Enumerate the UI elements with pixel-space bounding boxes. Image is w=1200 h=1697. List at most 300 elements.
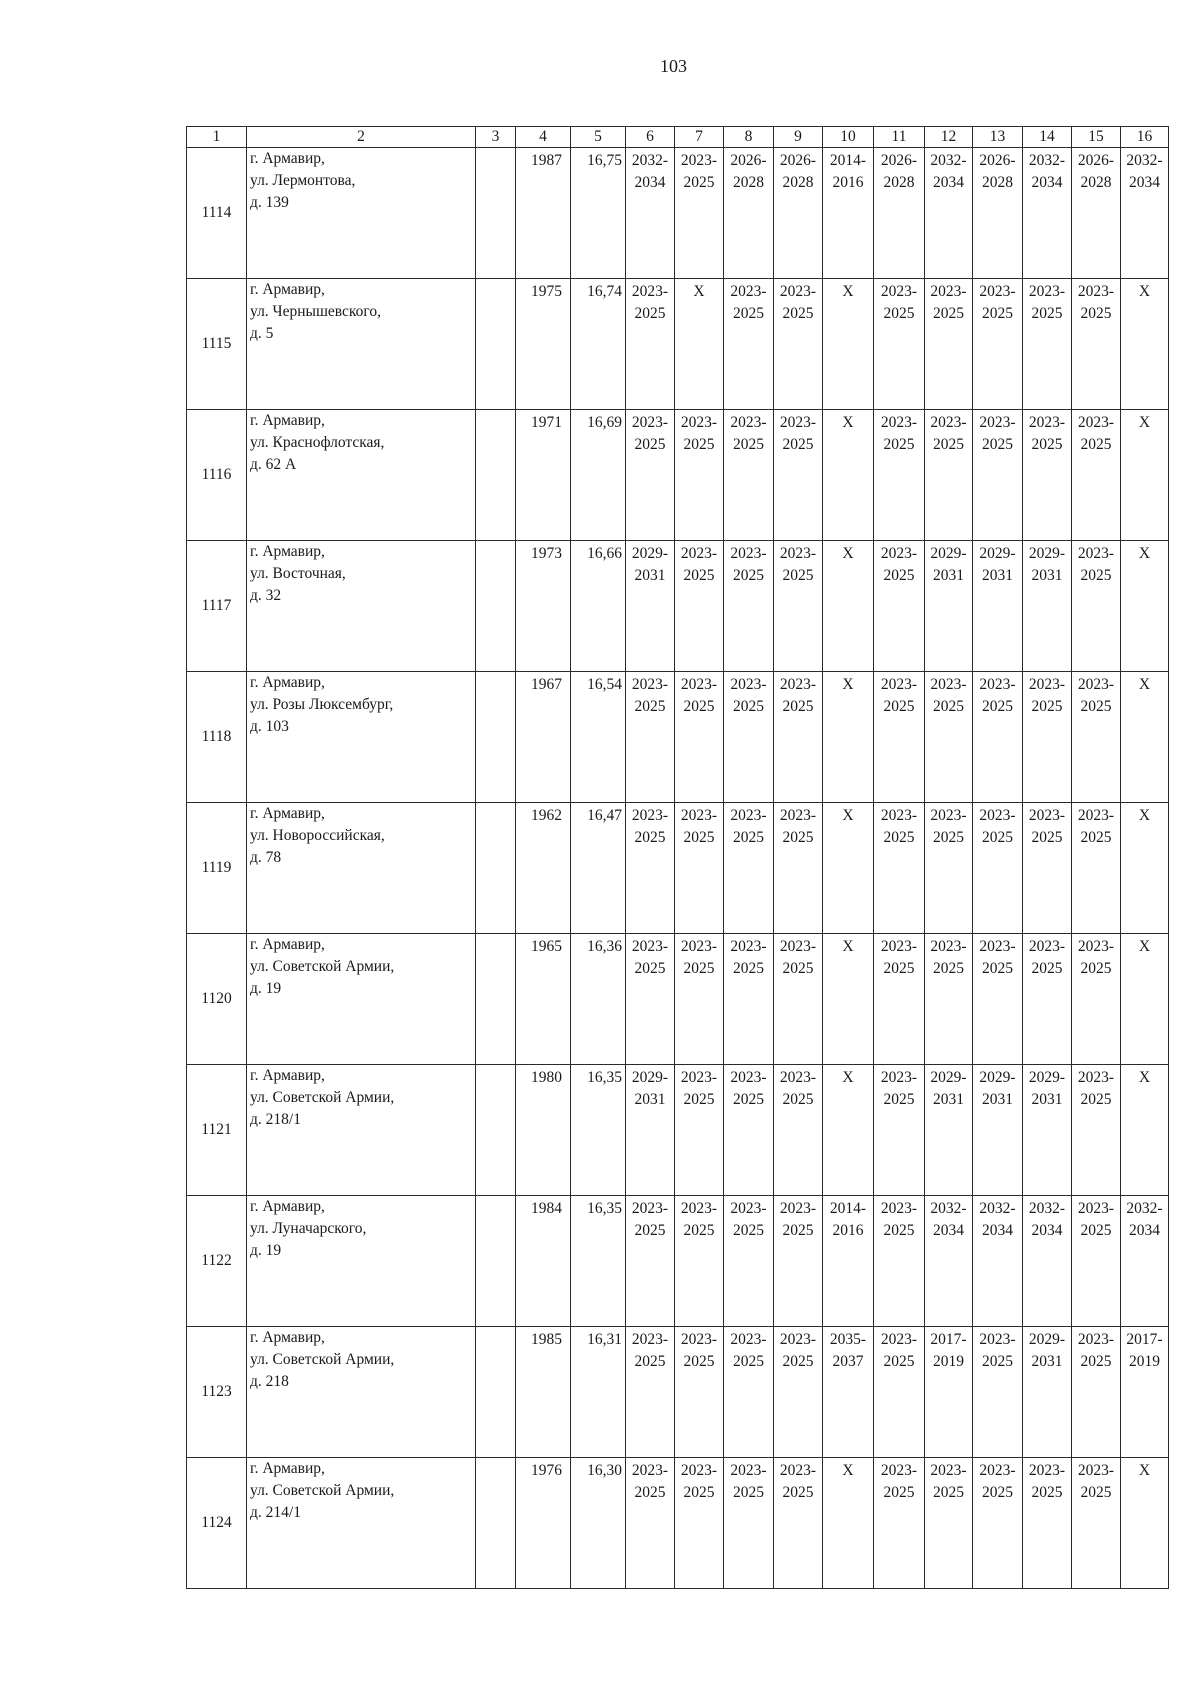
period-cell: [1072, 934, 1121, 1065]
period-line: 2025: [1080, 1353, 1112, 1370]
period-cell: [1121, 803, 1169, 934]
period-line: 2025: [782, 698, 814, 715]
period-line: X: [1138, 938, 1151, 955]
period-line: 2025: [683, 436, 715, 453]
period-cell: [626, 410, 675, 541]
address-line: г. Армавир,: [250, 1067, 325, 1084]
period-cell: [724, 148, 774, 279]
period-line: 2026-: [880, 152, 918, 169]
period-line: 2031: [634, 567, 666, 584]
period-cell: [1072, 1196, 1121, 1327]
table-row: [187, 1196, 1169, 1327]
address-line: д. 218/1: [250, 1111, 301, 1128]
period-line: 2023-: [779, 414, 817, 431]
period-line: 2026-: [979, 152, 1016, 169]
period-cell: [675, 1196, 724, 1327]
value-cell: 16,36: [571, 934, 626, 1065]
period-line: 2023-: [880, 1331, 918, 1348]
year-cell: 1987: [516, 148, 571, 279]
period-line: 2023-: [979, 938, 1016, 955]
period-line: 2023-: [1077, 1331, 1115, 1348]
period-cell: [874, 1327, 925, 1458]
period-line: X: [1138, 1462, 1151, 1479]
period-line: 2025: [634, 829, 666, 846]
period-line: 2032-: [1126, 1200, 1163, 1217]
period-cell: [1072, 279, 1121, 410]
period-line: 2025: [1031, 829, 1063, 846]
period-line: X: [693, 283, 705, 300]
value-cell: 16,75: [571, 148, 626, 279]
column-number-cell: 12: [925, 127, 973, 148]
address-line: д. 5: [250, 325, 274, 342]
period-line: 2025: [1080, 698, 1112, 715]
period-line: 2025: [1031, 960, 1063, 977]
period-cell: [874, 279, 925, 410]
column-3-cell: [476, 279, 516, 410]
period-line: 2023-: [930, 414, 967, 431]
period-line: 2029-: [930, 1069, 967, 1086]
period-line: 2025: [933, 1484, 964, 1501]
period-line: 2023-: [1077, 283, 1115, 300]
period-cell: [1023, 279, 1072, 410]
period-cell: [626, 1196, 675, 1327]
period-line: 2017-: [1126, 1331, 1163, 1348]
period-line: 2029-: [631, 1069, 669, 1086]
period-line: 2016: [832, 174, 864, 191]
column-number-cell: 11: [874, 127, 925, 148]
period-cell: [626, 1458, 675, 1589]
period-line: 2025: [782, 1091, 814, 1108]
address-cell: [247, 1327, 476, 1458]
period-line: 2023-: [730, 1200, 767, 1217]
address-line: д. 78: [250, 849, 282, 866]
period-line: 2023-: [930, 283, 967, 300]
period-line: 2031: [634, 1091, 666, 1108]
period-line: 2028: [1080, 174, 1112, 191]
period-cell: [774, 672, 823, 803]
column-3-cell: [476, 672, 516, 803]
period-cell: [973, 279, 1023, 410]
address-line: д. 62 А: [250, 456, 297, 473]
period-line: 2025: [782, 567, 814, 584]
period-cell: [925, 148, 973, 279]
address-line: д. 103: [250, 718, 289, 735]
period-line: 2023-: [1028, 676, 1066, 693]
period-cell: [626, 279, 675, 410]
table-row: [187, 1458, 1169, 1589]
period-cell: [973, 803, 1023, 934]
value-cell: 16,47: [571, 803, 626, 934]
column-number-cell: 15: [1072, 127, 1121, 148]
period-line: X: [842, 938, 854, 955]
period-line: 2025: [683, 1091, 715, 1108]
column-number-cell: 13: [973, 127, 1023, 148]
period-line: 2023-: [1077, 676, 1115, 693]
row-number-cell: 1114: [187, 148, 247, 279]
period-line: 2032-: [1126, 152, 1163, 169]
period-line: 2023-: [631, 1331, 669, 1348]
period-line: 2023-: [880, 283, 918, 300]
period-cell: [823, 672, 874, 803]
period-line: 2023-: [979, 414, 1016, 431]
period-line: X: [1138, 676, 1151, 693]
period-line: 2019: [933, 1353, 964, 1370]
period-cell: [823, 934, 874, 1065]
table-body: [187, 127, 1169, 1589]
period-cell: [626, 148, 675, 279]
period-line: 2023-: [631, 807, 669, 824]
address-line: г. Армавир,: [250, 281, 325, 298]
period-cell: [626, 803, 675, 934]
period-line: 2025: [883, 436, 915, 453]
period-line: 2031: [1031, 567, 1063, 584]
period-line: 2025: [1031, 436, 1063, 453]
period-line: 2023-: [680, 676, 718, 693]
period-cell: [823, 1327, 874, 1458]
period-line: X: [842, 1462, 854, 1479]
address-line: ул. Советской Армии,: [250, 1351, 395, 1368]
column-number-cell: 2: [247, 127, 476, 148]
period-line: 2025: [933, 436, 964, 453]
address-line: г. Армавир,: [250, 150, 325, 167]
period-line: 2034: [1031, 174, 1063, 191]
period-line: 2023-: [779, 938, 817, 955]
period-cell: [626, 672, 675, 803]
period-line: 2023-: [880, 414, 918, 431]
row-number-cell: 1115: [187, 279, 247, 410]
period-line: 2023-: [880, 1069, 918, 1086]
period-line: 2025: [982, 305, 1013, 322]
period-line: 2025: [782, 436, 814, 453]
period-line: 2031: [1031, 1091, 1063, 1108]
period-line: 2025: [982, 1353, 1013, 1370]
period-line: 2029-: [979, 1069, 1016, 1086]
period-line: 2025: [883, 1091, 915, 1108]
period-line: 2017-: [930, 1331, 967, 1348]
address-line: д. 19: [250, 1242, 282, 1259]
period-line: 2023-: [1077, 414, 1115, 431]
period-cell: [874, 410, 925, 541]
column-3-cell: [476, 1327, 516, 1458]
period-line: 2025: [733, 1353, 764, 1370]
year-cell: 1971: [516, 410, 571, 541]
value-cell: 16,35: [571, 1196, 626, 1327]
period-line: 2025: [733, 1222, 764, 1239]
period-line: 2028: [782, 174, 814, 191]
period-line: 2023-: [1028, 807, 1066, 824]
period-cell: [973, 1065, 1023, 1196]
period-cell: [874, 803, 925, 934]
row-number-cell: 1117: [187, 541, 247, 672]
period-line: 2023-: [730, 1462, 767, 1479]
period-line: 2023-: [730, 676, 767, 693]
period-cell: [823, 803, 874, 934]
period-cell: [973, 1196, 1023, 1327]
period-line: 2029-: [631, 545, 669, 562]
table-row: [187, 1065, 1169, 1196]
period-line: 2023-: [1028, 414, 1066, 431]
address-cell: [247, 279, 476, 410]
period-line: 2023-: [631, 938, 669, 955]
period-cell: [874, 541, 925, 672]
address-line: д. 139: [250, 194, 289, 211]
period-line: 2025: [1031, 698, 1063, 715]
period-cell: [675, 410, 724, 541]
period-cell: [973, 410, 1023, 541]
period-cell: [973, 672, 1023, 803]
period-cell: [1121, 1196, 1169, 1327]
period-cell: [1121, 1065, 1169, 1196]
period-line: 2023-: [779, 545, 817, 562]
address-cell: [247, 148, 476, 279]
period-cell: [724, 672, 774, 803]
period-line: 2023-: [730, 1069, 767, 1086]
period-line: 2025: [1031, 305, 1063, 322]
period-line: 2025: [933, 698, 964, 715]
period-line: 2025: [683, 829, 715, 846]
period-line: 2025: [883, 960, 915, 977]
period-line: 2025: [1031, 1484, 1063, 1501]
period-line: 2034: [982, 1222, 1013, 1239]
period-line: 2025: [982, 1484, 1013, 1501]
period-line: 2023-: [1077, 1200, 1115, 1217]
period-line: 2023-: [680, 545, 718, 562]
address-line: ул. Чернышевского,: [250, 303, 381, 320]
period-line: 2025: [1080, 1484, 1112, 1501]
period-line: 2034: [933, 1222, 964, 1239]
period-line: 2023-: [1077, 938, 1115, 955]
period-line: 2023-: [730, 938, 767, 955]
period-line: 2023-: [631, 1462, 669, 1479]
period-line: 2025: [982, 829, 1013, 846]
page-number: 103: [660, 56, 687, 76]
period-cell: [1121, 934, 1169, 1065]
period-line: 2023-: [1028, 938, 1066, 955]
period-cell: [1023, 934, 1072, 1065]
period-line: 2025: [782, 1353, 814, 1370]
period-cell: [874, 672, 925, 803]
address-line: ул. Лермонтова,: [250, 172, 356, 189]
period-line: 2032-: [1028, 1200, 1066, 1217]
period-line: 2023-: [880, 1462, 918, 1479]
period-line: 2025: [982, 960, 1013, 977]
period-line: 2025: [733, 1091, 764, 1108]
period-cell: [1023, 148, 1072, 279]
table-row: [187, 410, 1169, 541]
period-line: 2025: [733, 1484, 764, 1501]
period-line: 2025: [634, 436, 666, 453]
period-line: X: [1138, 807, 1151, 824]
period-cell: [774, 410, 823, 541]
period-line: 2034: [1129, 174, 1160, 191]
period-line: 2025: [634, 305, 666, 322]
period-line: 2029-: [1028, 1069, 1066, 1086]
period-line: 2023-: [930, 676, 967, 693]
address-line: ул. Розы Люксембург,: [250, 696, 394, 713]
column-3-cell: [476, 541, 516, 672]
period-cell: [675, 541, 724, 672]
period-line: 2025: [1080, 829, 1112, 846]
period-line: X: [1138, 1069, 1151, 1086]
period-cell: [1023, 410, 1072, 541]
period-line: 2025: [634, 1484, 666, 1501]
period-cell: [1072, 1327, 1121, 1458]
period-line: 2023-: [880, 807, 918, 824]
column-number-cell: 4: [516, 127, 571, 148]
period-cell: [626, 1327, 675, 1458]
period-line: 2028: [883, 174, 915, 191]
address-cell: [247, 1458, 476, 1589]
period-cell: [1072, 1065, 1121, 1196]
address-cell: [247, 803, 476, 934]
year-cell: 1985: [516, 1327, 571, 1458]
period-cell: [973, 1458, 1023, 1589]
period-line: 2023-: [1077, 807, 1115, 824]
period-cell: [1023, 803, 1072, 934]
period-cell: [626, 1065, 675, 1196]
period-line: 2023-: [631, 283, 669, 300]
period-cell: [973, 541, 1023, 672]
period-cell: [874, 1458, 925, 1589]
column-number-cell: 16: [1121, 127, 1169, 148]
period-line: 2031: [933, 1091, 964, 1108]
period-cell: [925, 803, 973, 934]
year-cell: 1976: [516, 1458, 571, 1589]
column-3-cell: [476, 934, 516, 1065]
period-cell: [1023, 1458, 1072, 1589]
address-line: д. 19: [250, 980, 282, 997]
address-line: г. Армавир,: [250, 1460, 325, 1477]
period-cell: [925, 1065, 973, 1196]
period-line: 2025: [883, 1353, 915, 1370]
period-cell: [1023, 672, 1072, 803]
period-cell: [774, 541, 823, 672]
year-cell: 1973: [516, 541, 571, 672]
period-line: 2025: [982, 436, 1013, 453]
period-cell: [626, 934, 675, 1065]
year-cell: 1984: [516, 1196, 571, 1327]
period-line: X: [1138, 283, 1151, 300]
period-line: 2025: [782, 1484, 814, 1501]
address-line: г. Армавир,: [250, 805, 325, 822]
column-number-cell: 7: [675, 127, 724, 148]
address-line: г. Армавир,: [250, 1198, 325, 1215]
period-line: 2034: [634, 174, 666, 191]
address-line: г. Армавир,: [250, 674, 325, 691]
address-cell: [247, 1065, 476, 1196]
table-row: [187, 672, 1169, 803]
period-line: 2023-: [1028, 283, 1066, 300]
period-cell: [774, 148, 823, 279]
period-line: 2025: [933, 829, 964, 846]
period-line: 2025: [883, 305, 915, 322]
table-row: [187, 148, 1169, 279]
period-line: 2023-: [631, 414, 669, 431]
period-line: 2025: [883, 1222, 915, 1239]
table-row: [187, 541, 1169, 672]
period-cell: [973, 934, 1023, 1065]
period-cell: [925, 1196, 973, 1327]
period-line: 2025: [733, 567, 764, 584]
period-line: 2032-: [1028, 152, 1066, 169]
column-number-row: [187, 127, 1169, 148]
row-number-cell: 1119: [187, 803, 247, 934]
period-line: X: [842, 414, 854, 431]
period-line: 2023-: [680, 807, 718, 824]
period-line: 2026-: [730, 152, 767, 169]
year-cell: 1962: [516, 803, 571, 934]
period-line: 2023-: [631, 676, 669, 693]
period-line: 2023-: [779, 807, 817, 824]
period-line: 2034: [1031, 1222, 1063, 1239]
period-line: 2025: [733, 436, 764, 453]
column-number-cell: 10: [823, 127, 874, 148]
period-cell: [774, 1327, 823, 1458]
row-number-cell: 1116: [187, 410, 247, 541]
period-cell: [774, 934, 823, 1065]
period-cell: [675, 1458, 724, 1589]
address-line: ул. Восточная,: [250, 565, 346, 582]
period-line: 2025: [1080, 567, 1112, 584]
period-line: 2023-: [880, 545, 918, 562]
column-3-cell: [476, 1065, 516, 1196]
column-number-cell: 8: [724, 127, 774, 148]
period-cell: [823, 279, 874, 410]
period-line: 2025: [883, 829, 915, 846]
period-cell: [925, 1327, 973, 1458]
period-line: 2023-: [979, 676, 1016, 693]
address-line: ул. Луначарского,: [250, 1220, 367, 1237]
column-3-cell: [476, 1458, 516, 1589]
period-cell: [1072, 1458, 1121, 1589]
period-line: 2023-: [779, 1462, 817, 1479]
period-line: 2037: [832, 1353, 864, 1370]
table-row: [187, 1327, 1169, 1458]
period-line: 2025: [982, 698, 1013, 715]
column-number-cell: 1: [187, 127, 247, 148]
period-cell: [823, 1458, 874, 1589]
period-cell: [874, 1065, 925, 1196]
period-line: 2023-: [979, 807, 1016, 824]
period-line: 2034: [1129, 1222, 1160, 1239]
period-line: 2023-: [680, 1069, 718, 1086]
period-line: 2023-: [779, 1331, 817, 1348]
period-line: 2032-: [631, 152, 669, 169]
period-cell: [724, 803, 774, 934]
period-line: 2032-: [930, 152, 967, 169]
period-cell: [675, 279, 724, 410]
address-line: ул. Советской Армии,: [250, 1482, 395, 1499]
column-3-cell: [476, 410, 516, 541]
period-cell: [1023, 1327, 1072, 1458]
period-line: 2032-: [930, 1200, 967, 1217]
period-line: 2025: [883, 567, 915, 584]
row-number-cell: 1120: [187, 934, 247, 1065]
period-line: 2025: [733, 829, 764, 846]
period-cell: [675, 148, 724, 279]
period-line: 2023-: [680, 152, 718, 169]
period-cell: [823, 1065, 874, 1196]
period-line: 2023-: [930, 938, 967, 955]
period-line: 2023-: [1077, 545, 1115, 562]
column-number-cell: 9: [774, 127, 823, 148]
period-line: 2023-: [631, 1200, 669, 1217]
period-cell: [724, 1065, 774, 1196]
period-line: 2025: [634, 698, 666, 715]
address-line: ул. Советской Армии,: [250, 958, 395, 975]
address-line: г. Армавир,: [250, 936, 325, 953]
period-cell: [1121, 148, 1169, 279]
